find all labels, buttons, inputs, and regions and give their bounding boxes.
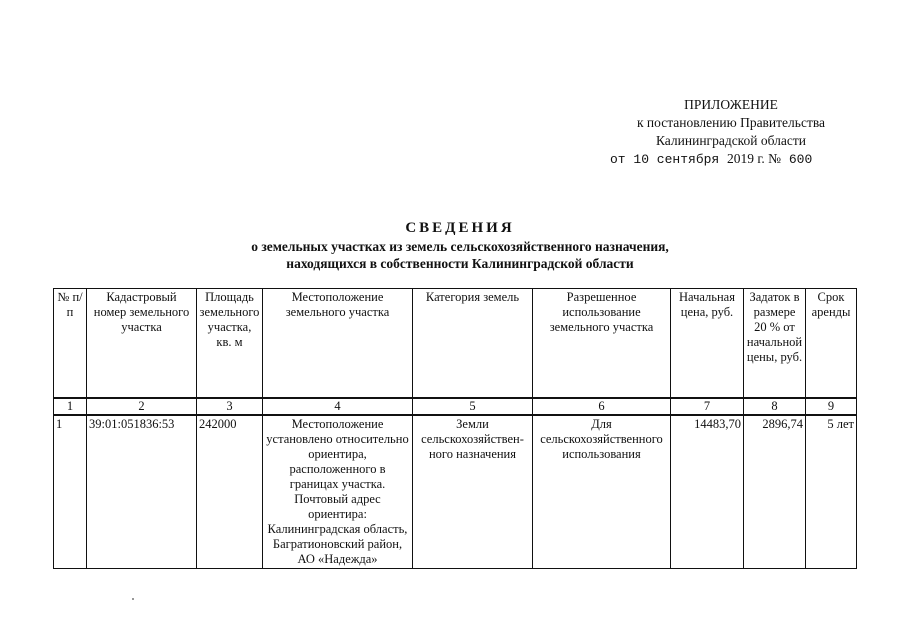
column-number: 3	[197, 398, 263, 415]
scan-speck	[132, 598, 134, 600]
header-cell: Кадастровый номер земельного участка	[87, 289, 197, 399]
header-cell: Разрешенное использование земельного участка	[533, 289, 671, 399]
column-number: 1	[54, 398, 87, 415]
land-category: Земли сельскохозяйствен-ного назначения	[413, 415, 533, 569]
permitted-use: Для сельскохозяйственного использования	[533, 415, 671, 569]
plot-location: Местоположение установлено относительно ориентира, расположенного в границах участка. Почтовый адрес ориентира: Калининградская область, Багратионовский район, АО «Надежда»	[263, 415, 413, 569]
cadastral-number: 39:01:051836:53	[87, 415, 197, 569]
table-header-row	[54, 289, 857, 399]
appendix-date: от 10 сентября	[610, 152, 720, 167]
document-subtitle-1: о земельных участках из земель сельскохозяйственного назначения,	[251, 239, 669, 254]
deposit-amount: 2896,74	[744, 415, 806, 569]
appendix-title: ПРИЛОЖЕНИЕ	[684, 97, 778, 112]
appendix-number: 600	[788, 152, 813, 167]
document-subtitle-2: находящихся в собственности Калининградской области	[286, 256, 634, 271]
plot-area: 242000	[197, 415, 263, 569]
land-plots-table	[53, 288, 857, 569]
column-number: 4	[263, 398, 413, 415]
appendix-line-1: к постановлению Правительства	[636, 115, 826, 130]
column-number: 9	[806, 398, 857, 415]
column-number: 5	[413, 398, 533, 415]
header-cell: Категория земель	[413, 289, 533, 399]
column-number: 8	[744, 398, 806, 415]
column-number: 6	[533, 398, 671, 415]
appendix-year: 2019 г. №	[727, 151, 782, 166]
document-title-block	[150, 218, 770, 272]
header-cell: № п/п	[54, 289, 87, 399]
column-number-row	[54, 398, 857, 415]
column-number: 2	[87, 398, 197, 415]
lease-term: 5 лет	[806, 415, 857, 569]
header-cell: Срок аренды	[806, 289, 857, 399]
document-title: СВЕДЕНИЯ	[405, 220, 515, 236]
header-cell: Начальная цена, руб.	[671, 289, 744, 399]
column-number: 7	[671, 398, 744, 415]
table-row	[54, 415, 857, 569]
appendix-header	[600, 96, 862, 169]
appendix-date-line	[610, 150, 862, 169]
appendix-line-2: Калининградской области	[655, 133, 807, 148]
starting-price: 14483,70	[671, 415, 744, 569]
header-cell: Местоположение земельного участка	[263, 289, 413, 399]
header-cell: Площадь земельного участка, кв. м	[197, 289, 263, 399]
row-number: 1	[54, 415, 87, 569]
header-cell: Задаток в размере 20 % от начальной цены, руб.	[744, 289, 806, 399]
